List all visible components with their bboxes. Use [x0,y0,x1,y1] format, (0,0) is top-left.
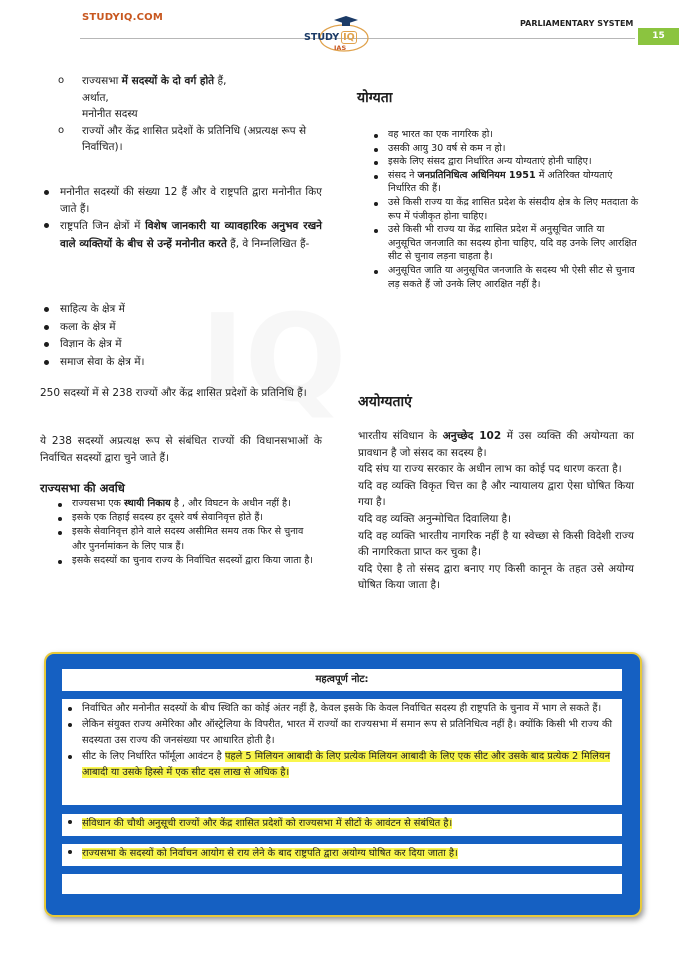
highlighted-text: पहले 5 मिलियन आबादी के लिए प्रत्येक मिलियन आबादी के लिए एक सीट और उसके बाद प्रत्येक 2 मिलियन आबादी या उसके हिस्से में एक सीट दस लाख से अधिक है। [82,751,611,778]
intro-item: o राज्यसभा में सदस्यों के दो वर्ग होते हैं, अर्थात, मनोनीत सदस्य [58,73,328,123]
list-item: इसके सदस्यों का चुनाव राज्य के निर्वाचित सदस्यों द्वारा किया जाता है। [52,554,314,568]
disq-line: यदि वह व्यक्ति विकृत चित्त का है और न्यायालय द्वारा ऐसा घोषित किया गया है। [358,479,634,509]
note-item: निर्वाचित और मनोनीत सदस्यों के बीच स्थिति का कोई अंतर नहीं है, केवल इसके कि केवल निर्वाचित सदस्य ही राष्ट्रपति के चुनाव में भाग ले सकते हैं। [62,701,622,717]
note-item-schedule [62,814,622,836]
intro-item: o राज्यों और केंद्र शासित प्रदेशों के प्रतिनिधि (अप्रत्यक्ष रूप से निर्वाचित)। [58,123,328,156]
note-blank-row [62,874,622,894]
note-title: महत्वपूर्ण नोट: [62,669,622,691]
qualification-heading: योग्यता [357,90,393,106]
list-item: राज्यसभा एक स्थायी निकाय है , और विघटन के अधीन नहीं है। [52,497,314,511]
disqualification-text [358,428,634,594]
qualification-list [368,128,640,291]
highlighted-text: संविधान की चौथी अनुसूची राज्यों और केंद्र शासित प्रदेशों को राज्यसभा में सीटों के आवंटन से संबंधित है। [82,818,453,829]
highlighted-text: राज्यसभा के सदस्यों को निर्वाचन आयोग से राय लेने के बाद राष्ट्रपति द्वारा अयोग्य घोषित कर दिया जाता है। [82,848,458,859]
disq-intro: भारतीय संविधान के अनुच्छेद 102 में उस व्यक्ति की अयोग्यता का प्रावधान है जो संसद का सदस्य है। [358,430,634,459]
para-250: 250 सदस्यों में से 238 राज्यों और केंद्र शासित प्रदेशों के प्रतिनिधि हैं। [40,387,307,399]
list-item: उसे किसी राज्य या केंद्र शासित प्रदेश के संसदीय क्षेत्र के लिए मतदाता के रूप में पंजीकृत होना चाहिए। [368,196,640,223]
chapter-title: PARLIAMENTARY SYSTEM [520,19,634,28]
list-item: साहित्य के क्षेत्र में [40,301,322,319]
left-intro [58,73,328,156]
president-point: राष्ट्रपति जिन क्षेत्रों में विशेष जानकारी या व्यावहारिक अनुभव रखने वाले व्यक्तियों के बीच से उन्हें मनोनीत करते हैं, वे निम्नलिखित हैं- [40,217,322,253]
list-item: संसद ने जनप्रतिनिधित्व अधिनियम 1951 में अतिरिक्त योग्यताएं निर्धारित की हैं। [368,169,640,196]
list-item: अनुसूचित जाति या अनुसूचित जनजाति के सदस्य भी ऐसी सीट से चुनाव लड़ सकते हैं जो उनके लिए आरक्षित नहीं है। [368,264,640,291]
fields-list [40,301,322,371]
note-item-disqualify [62,844,622,866]
list-item: वह भारत का एक नागरिक हो। [368,128,640,142]
para-238: ये 238 सदस्यों अप्रत्यक्ष रूप से संबंधित राज्यों की विधानसभाओं के निर्वाचित सदस्यों द्वारा चुने जाते हैं। [40,435,322,464]
nominated-point: मनोनीत सदस्यों की संख्या 12 हैं और वे राष्ट्रपति द्वारा मनोनीत किए जाते हैं। [40,184,322,217]
tenure-heading: राज्यसभा की अवधि [40,481,125,495]
disq-line: यदि वह व्यक्ति अनुन्मोचित दिवालिया है। [358,512,512,525]
list-item: इसके सेवानिवृत्त होने वाले सदस्य असीमित समय तक फिर से चुनाव और पुनर्नामांकन के लिए पात्र हैं। [52,525,314,553]
logo-ias: IAS [334,44,347,52]
page-number: 15 [638,28,679,45]
note-item: सीट के लिए निर्धारित फॉर्मूला आवंटन है पहले 5 मिलियन आबादी के लिए प्रत्येक मिलियन आबादी के लिए एक सीट और उसके बाद प्रत्येक 2 मिलियन आबादी या उसके हिस्से में एक सीट दस लाख से अधिक है। [62,749,622,781]
list-item: कला के क्षेत्र में [40,319,322,337]
logo-iq: IQ [343,32,355,43]
disq-line: यदि ऐसा है तो संसद द्वारा बनाए गए किसी कानून के तहत उसे अयोग्य घोषित किया जाता है। [358,562,634,592]
disq-line: यदि वह व्यक्ति भारतीय नागरिक नहीं है या स्वेच्छा से किसी विदेशी राज्य की नागरिकता प्राप्त कर चुका है। [358,529,634,559]
logo-text: STUDY [304,32,340,43]
studyiq-logo [298,14,376,54]
disq-line: यदि संघ या राज्य सरकार के अधीन लाभ का कोई पद धारण करता है। [358,463,622,476]
list-item: उसकी आयु 30 वर्ष से कम न हो। [368,142,640,156]
note-list-main [62,699,622,805]
tenure-list [52,497,314,568]
list-item: समाज सेवा के क्षेत्र में। [40,354,322,372]
list-item: उसे किसी भी राज्य या केंद्र शासित प्रदेश में अनुसूचित जाति या अनुसूचित जनजाति का सदस्य होना चाहिए, यदि वह उनके लिए आरक्षित सीट से चुनाव लड़ना चाहता है। [368,223,640,264]
list-item: विज्ञान के क्षेत्र में [40,336,322,354]
note-item: लेकिन संयुक्त राज्य अमेरिका और ऑस्ट्रेलिया के विपरीत, भारत में राज्यों का राज्यसभा में समान रूप से प्रतिनिधित्व नहीं है। क्योंकि किसी भी राज्य की सदस्यता उस राज्य की जनसंख्या पर आधारित होती है। [62,717,622,749]
list-item: इसके लिए संसद द्वारा निर्धारित अन्य योग्यताएं होनी चाहिए। [368,155,640,169]
left-points [40,184,322,253]
brand-url: STUDYIQ.COM [82,12,163,23]
disqualification-heading: अयोग्यताएं [358,394,412,410]
list-item: इसके एक तिहाई सदस्य हर दूसरे वर्ष सेवानिवृत्त होते हैं। [52,511,314,525]
